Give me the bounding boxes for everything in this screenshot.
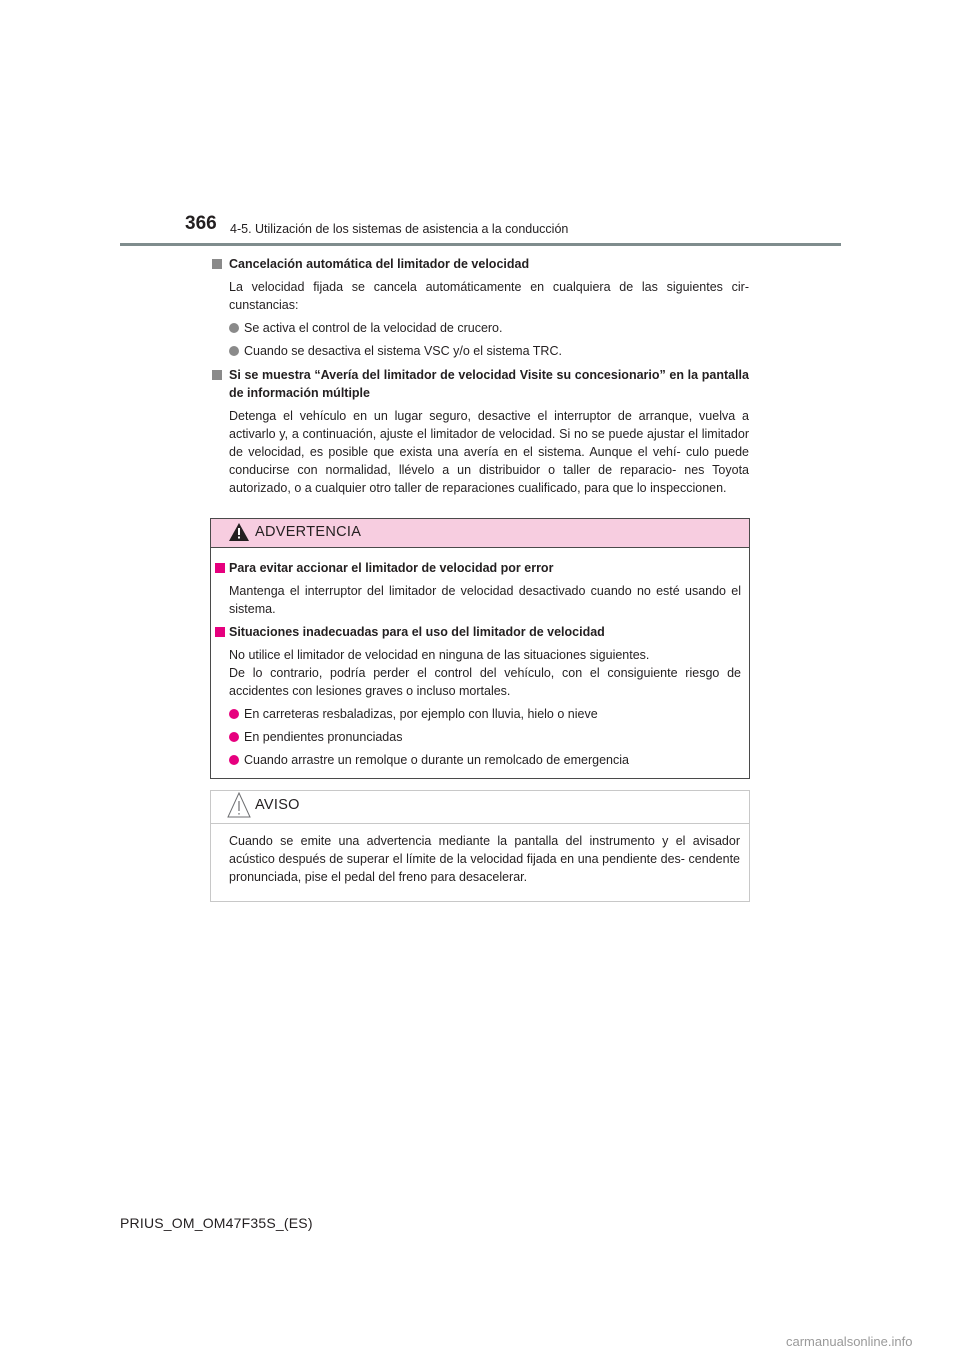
round-bullet-icon [229, 755, 239, 765]
warning-item-paragraph: Mantenga el interruptor del limitador de velocidad desactivado cuando no esté usando el sistema. [229, 584, 741, 616]
section-title: Cancelación automática del limitador de velocidad [229, 257, 530, 271]
list-item: Se activa el control de la velocidad de crucero. [229, 319, 749, 337]
section-paragraph: Detenga el vehículo en un lugar seguro, desactive el interruptor de arranque, vuelva a activarlo y, a continuación, ajuste el limitador de velocidad. Si no se puede ajustar el limitador de velocidad, es posible que exista una avería en el sistema. Aunque el vehí- culo puede conducirse con normalidad, llévelo a un distribuidor o taller de reparacio- nes Toyota autorizado, o a cualquier otro taller de reparaciones cualificado, para que lo inspeccionen. [229, 409, 749, 495]
warning-item-title: Para evitar accionar el limitador de velocidad por error [229, 561, 554, 575]
page-number: 366 [185, 213, 217, 234]
square-bullet-icon [215, 563, 225, 573]
square-bullet-icon [212, 370, 222, 380]
watermark: carmanualsonline.info [786, 1334, 913, 1349]
list-item: Cuando se desactiva el sistema VSC y/o el sistema TRC. [229, 342, 749, 360]
section-auto-cancel [211, 255, 749, 360]
warning-title: ADVERTENCIA [255, 524, 362, 540]
warning-item-paragraph: No utilice el limitador de velocidad en ninguna de las situaciones siguientes. [229, 648, 650, 662]
notice-text: Cuando se emite una advertencia mediante la pantalla del instrumento y el avisador acústico después de superar el límite de la velocidad fijada en una pendiente des- cendente pronunciada, pise el pedal del freno para desacelerar. [229, 834, 740, 884]
warning-header [211, 519, 749, 548]
notice-box [210, 790, 750, 902]
list-item: Cuando arrastre un remolque o durante un remolcado de emergencia [229, 751, 741, 769]
square-bullet-icon [215, 627, 225, 637]
round-bullet-icon [229, 709, 239, 719]
section-title: Si se muestra “Avería del limitador de velocidad Visite su concesionario” en la pantalla de información múltiple [229, 368, 749, 400]
footer-code: PRIUS_OM_OM47F35S_(ES) [120, 1215, 313, 1231]
list-item: En pendientes pronunciadas [229, 728, 741, 746]
notice-header [211, 791, 749, 824]
notice-title: AVISO [255, 797, 300, 813]
warning-box [210, 518, 750, 779]
warning-item-title: Situaciones inadecuadas para el uso del limitador de velocidad [229, 625, 605, 639]
list-item: En carreteras resbaladizas, por ejemplo con lluvia, hielo o nieve [229, 705, 741, 723]
header-rule [120, 243, 841, 246]
round-bullet-icon [229, 323, 239, 333]
caution-triangle-outline-icon [227, 792, 251, 823]
warning-body [211, 559, 741, 769]
round-bullet-icon [229, 346, 239, 356]
main-content [211, 255, 749, 502]
warning-triangle-icon [229, 523, 249, 546]
section-malfunction-message [211, 366, 749, 497]
warning-item-paragraph: De lo contrario, podría perder el control del vehículo, con el consiguiente riesgo de accidentes con lesiones graves o incluso mortales. [229, 666, 741, 698]
chapter-title: 4-5. Utilización de los sistemas de asistencia a la conducción [230, 222, 569, 236]
section-paragraph: La velocidad fijada se cancela automáticamente en cualquiera de las siguientes cir- cunstancias: [229, 280, 749, 312]
square-bullet-icon [212, 259, 222, 269]
round-bullet-icon [229, 732, 239, 742]
